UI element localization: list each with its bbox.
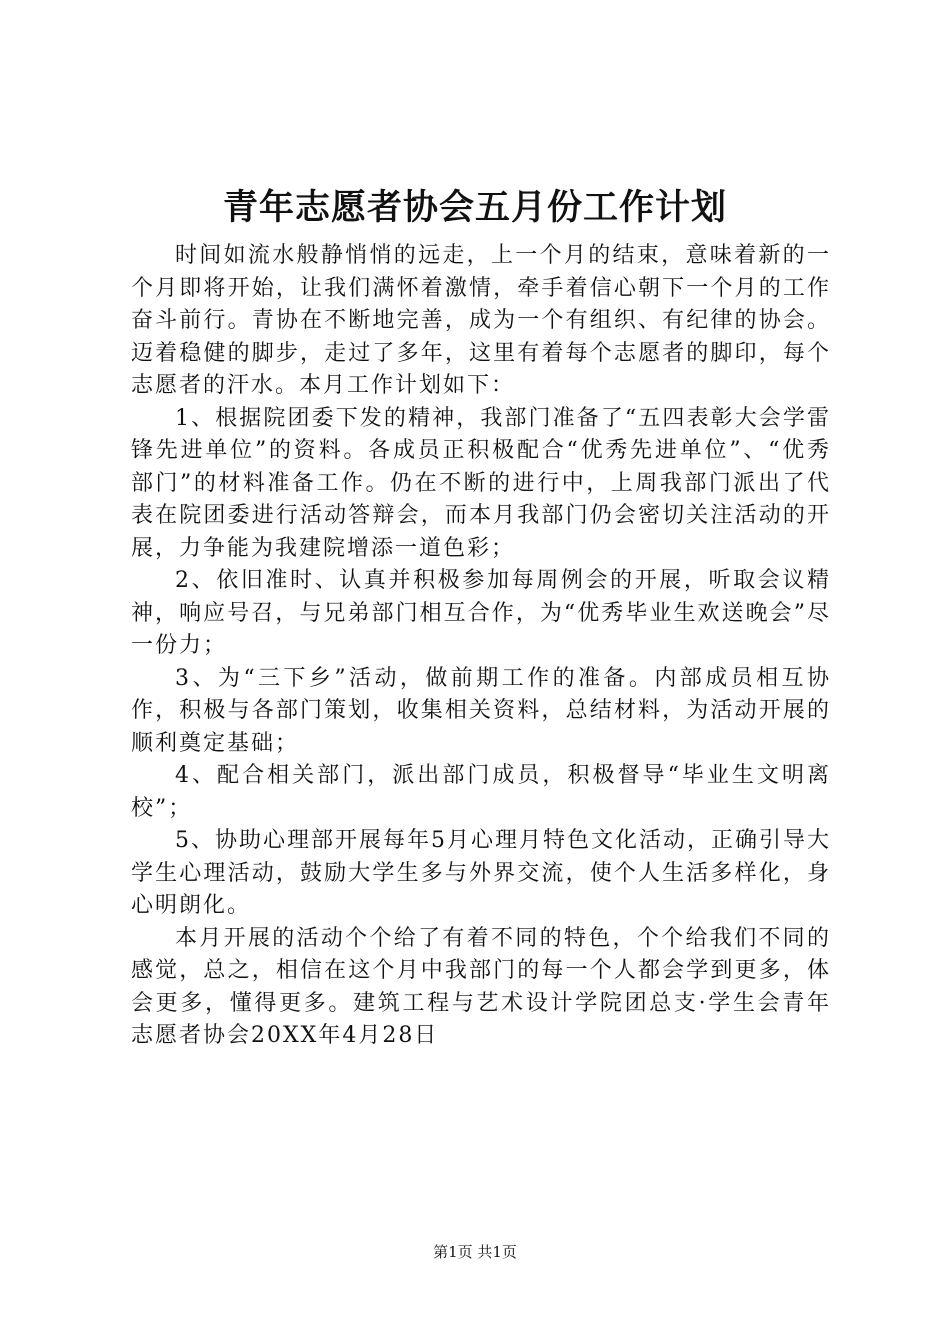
paragraph-item-3: 3、为“三下乡”活动，做前期工作的准备。内部成员相互协作，积极与各部门策划，收集相关资料，总结材料，为活动开展的顺利奠定基础； [131,665,831,756]
paragraph-closing: 本月开展的活动个个给了有着不同的特色，个个给我们不同的感觉，总之，相信在这个月中我部门的每一个人都会学到更多，体会更多，懂得更多。建筑工程与艺术设计学院团总支·学生会青年志愿者协会20XX年4月28日 [131,925,831,1048]
document-title: 青年志愿者协会五月份工作计划 [222,187,727,228]
paragraph-item-4: 4、配合相关部门，派出部门成员，积极督导“毕业生文明离校”； [131,763,831,821]
paragraph-intro: 时间如流水般静悄悄的远走，上一个月的结束，意味着新的一个月即将开始，让我们满怀着激情，牵手着信心朝下一个月的工作奋斗前行。青协在不断地完善，成为一个有组织、有纪律的协会。迈着稳健的脚步，走过了多年，这里有着每个志愿者的脚印，每个志愿者的汗水。本月工作计划如下： [131,243,831,398]
paragraph-item-1: 1、根据院团委下发的精神，我部门准备了“五四表彰大会学雷锋先进单位”的资料。各成员正积极配合“优秀先进单位”、“优秀部门”的材料准备工作。仍在不断的进行中，上周我部门派出了代表在院团委进行活动答辩会，而本月我部门仍会密切关注活动的开展，力争能为我建院增添一道色彩； [131,405,831,561]
paragraph-item-5: 5、协助心理部开展每年5月心理月特色文化活动，正确引导大学生心理活动，鼓励大学生多与外界交流，使个人生活多样化，身心明朗化。 [131,828,831,918]
page-number-footer: 第1页 共1页 [433,1243,517,1261]
document-body [131,240,831,1053]
paragraph-item-2: 2、依旧准时、认真并积极参加每周例会的开展，听取会议精神，响应号召，与兄弟部门相互合作，为“优秀毕业生欢送晚会”尽一份力； [131,568,831,658]
